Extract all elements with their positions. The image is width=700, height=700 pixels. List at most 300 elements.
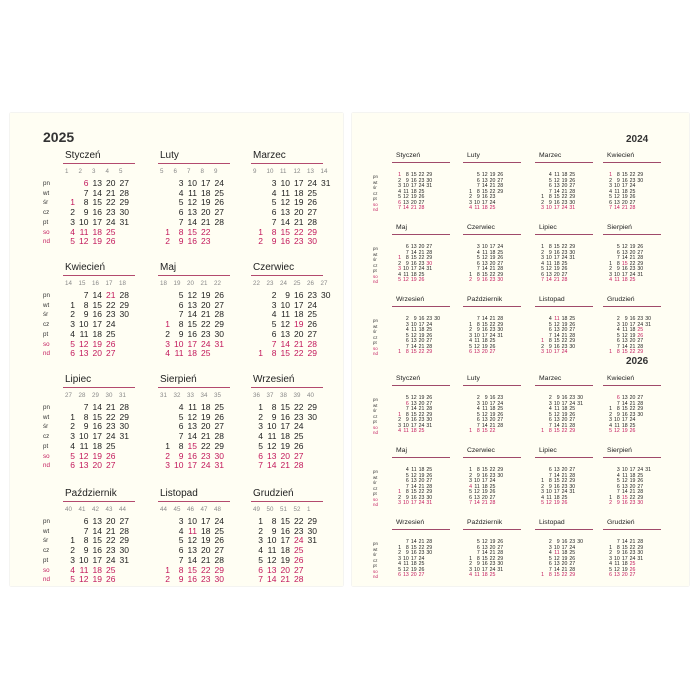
- day-number: 8: [548, 194, 552, 201]
- week-number: 12: [293, 168, 301, 175]
- day-number: 1: [398, 172, 401, 178]
- day-number: 24: [561, 489, 568, 496]
- day-number: 12: [553, 555, 560, 562]
- day-number: 7: [398, 205, 401, 212]
- day-number: 4: [609, 277, 612, 284]
- day-number: 10: [546, 205, 552, 212]
- day-label: pt: [43, 442, 49, 450]
- day-number: 18: [294, 309, 304, 320]
- day-number: 24: [418, 500, 425, 507]
- week-number: 32: [173, 392, 181, 399]
- day-number: 14: [410, 343, 417, 350]
- day-number: 19: [201, 411, 211, 422]
- day-number: 28: [426, 406, 433, 413]
- day-number: 29: [119, 197, 129, 208]
- month-rule: [158, 387, 230, 388]
- day-number: 31: [569, 205, 576, 212]
- day-label: cz: [373, 190, 378, 196]
- day-number: 11: [614, 422, 620, 429]
- day-number: 1: [541, 244, 544, 250]
- month-name: Luty: [467, 152, 480, 159]
- day-number: 15: [92, 299, 102, 310]
- day-number: 11: [411, 327, 417, 334]
- day-number: 29: [426, 544, 433, 551]
- day-number: 20: [489, 177, 496, 184]
- day-number: 30: [497, 277, 504, 284]
- day-number: 8: [616, 172, 620, 178]
- day-number: 25: [201, 348, 211, 359]
- day-number: 2: [469, 194, 472, 201]
- day-number: 28: [637, 489, 644, 496]
- month-name: Lipiec: [65, 374, 92, 385]
- day-number: 25: [106, 226, 116, 237]
- day-number: 18: [410, 188, 417, 195]
- day-number: 3: [178, 178, 184, 188]
- day-number: 29: [569, 244, 576, 250]
- day-number: 20: [629, 249, 636, 256]
- day-number: 1: [609, 494, 612, 501]
- day-number: 13: [403, 199, 409, 206]
- day-number: 17: [621, 417, 628, 424]
- day-number: 29: [119, 299, 129, 310]
- day-number: 25: [637, 327, 644, 334]
- day-number: 15: [553, 338, 560, 345]
- day-number: 13: [280, 328, 290, 339]
- day-number: 19: [629, 478, 636, 485]
- day-number: 5: [476, 255, 480, 262]
- day-number: 24: [418, 422, 425, 429]
- day-number: 14: [267, 460, 277, 471]
- day-number: 23: [489, 194, 496, 201]
- day-number: 24: [569, 400, 576, 407]
- day-number: 22: [201, 226, 211, 237]
- day-number: 5: [476, 539, 480, 545]
- day-number: 5: [609, 428, 612, 435]
- day-number: 12: [481, 255, 488, 262]
- day-number: 16: [92, 207, 102, 218]
- week-number: 41: [78, 506, 86, 513]
- day-number: 4: [469, 338, 472, 345]
- day-number: 7: [405, 406, 409, 413]
- day-number: 7: [609, 205, 612, 212]
- day-number: 29: [569, 428, 576, 435]
- day-number: 6: [405, 478, 409, 485]
- day-number: 29: [426, 255, 433, 262]
- week-number: 8: [200, 168, 204, 175]
- day-label: śr: [43, 199, 49, 207]
- day-number: 10: [79, 319, 89, 330]
- day-number: 15: [187, 564, 197, 575]
- day-number: 15: [553, 478, 560, 485]
- day-number: 10: [280, 299, 290, 310]
- day-number: 22: [489, 428, 496, 435]
- day-label: so: [373, 568, 378, 574]
- day-number: 16: [410, 177, 417, 184]
- day-number: 21: [561, 332, 568, 339]
- day-number: 28: [214, 216, 224, 227]
- day-number: 7: [616, 400, 620, 407]
- day-number: 15: [553, 572, 560, 579]
- day-number: 31: [497, 332, 504, 339]
- day-number: 7: [83, 187, 89, 198]
- day-number: 13: [187, 421, 197, 432]
- day-number: 17: [294, 178, 304, 188]
- day-number: 7: [271, 216, 277, 227]
- day-label: wt: [373, 323, 378, 329]
- week-number: 17: [105, 280, 113, 287]
- day-number: 16: [418, 316, 425, 322]
- day-number: 31: [426, 422, 433, 429]
- day-number: 23: [629, 411, 636, 418]
- day-number: 26: [629, 428, 636, 435]
- day-number: 20: [561, 183, 568, 190]
- day-number: 24: [294, 421, 304, 432]
- day-number: 7: [548, 332, 552, 339]
- day-number: 6: [609, 199, 612, 206]
- day-number: 25: [214, 187, 224, 198]
- day-number: 15: [280, 516, 290, 526]
- month-name: Czerwiec: [253, 262, 295, 273]
- day-number: 23: [307, 290, 317, 300]
- day-number: 5: [398, 566, 401, 573]
- day-number: 15: [410, 544, 417, 551]
- day-number: 12: [403, 277, 409, 284]
- day-number: 24: [418, 266, 425, 273]
- day-label: cz: [373, 413, 378, 419]
- day-number: 13: [614, 572, 620, 579]
- day-number: 17: [92, 554, 102, 565]
- day-number: 2: [541, 483, 544, 490]
- month-rule: [535, 306, 593, 307]
- day-number: 22: [561, 244, 568, 250]
- day-number: 2: [258, 525, 263, 536]
- day-number: 20: [481, 349, 488, 356]
- day-number: 4: [548, 172, 552, 178]
- day-number: 26: [637, 332, 644, 339]
- day-number: 10: [174, 460, 184, 471]
- day-number: 6: [541, 271, 544, 278]
- day-number: 26: [106, 338, 116, 349]
- day-number: 18: [621, 188, 628, 195]
- day-label: wt: [373, 474, 378, 480]
- day-number: 31: [569, 489, 576, 496]
- day-number: 20: [629, 338, 636, 345]
- day-number: 4: [165, 348, 170, 359]
- day-number: 21: [561, 422, 568, 429]
- week-number: 9: [253, 168, 257, 175]
- day-number: 24: [629, 555, 636, 562]
- day-number: 8: [405, 172, 409, 178]
- day-number: 22: [629, 349, 636, 356]
- day-number: 28: [426, 249, 433, 256]
- day-number: 12: [410, 472, 417, 479]
- day-number: 2: [405, 316, 409, 322]
- day-number: 20: [629, 395, 636, 401]
- month-name: Wrzesień: [253, 374, 295, 385]
- day-number: 13: [553, 467, 560, 473]
- day-number: 25: [489, 572, 496, 579]
- month-rule: [603, 529, 661, 530]
- day-number: 26: [629, 194, 636, 201]
- day-number: 8: [548, 572, 552, 579]
- day-number: 21: [418, 406, 425, 413]
- day-label: śr: [43, 311, 49, 319]
- day-number: 13: [92, 516, 102, 526]
- day-number: 16: [294, 290, 304, 300]
- day-number: 30: [569, 249, 576, 256]
- day-number: 24: [106, 554, 116, 565]
- day-number: 16: [280, 411, 290, 422]
- day-number: 6: [83, 178, 89, 188]
- day-number: 13: [553, 327, 560, 334]
- day-number: 11: [482, 249, 488, 256]
- day-number: 25: [214, 525, 224, 536]
- week-number: 39: [293, 392, 301, 399]
- day-label: pt: [373, 340, 377, 346]
- day-number: 30: [637, 411, 644, 418]
- day-number: 14: [187, 431, 197, 442]
- day-number: 31: [307, 535, 317, 546]
- week-number: 5: [119, 168, 123, 175]
- day-number: 10: [614, 417, 620, 424]
- week-number: 27: [320, 280, 328, 287]
- day-number: 17: [489, 400, 496, 407]
- day-number: 24: [561, 255, 568, 262]
- day-number: 4: [398, 428, 401, 435]
- day-number: 20: [106, 178, 116, 188]
- day-number: 26: [418, 194, 425, 201]
- week-number: 20: [187, 280, 194, 287]
- day-number: 15: [410, 489, 417, 496]
- day-number: 30: [214, 328, 224, 339]
- day-number: 19: [621, 194, 628, 201]
- day-number: 1: [469, 428, 472, 435]
- day-number: 18: [410, 561, 417, 568]
- day-number: 12: [481, 539, 488, 545]
- week-number: 19: [173, 280, 181, 287]
- day-number: 21: [294, 338, 304, 349]
- day-number: 22: [489, 271, 496, 278]
- day-number: 9: [405, 550, 409, 557]
- day-number: 30: [426, 417, 433, 424]
- day-number: 7: [616, 255, 620, 262]
- day-number: 19: [629, 332, 636, 339]
- day-number: 5: [178, 197, 184, 208]
- week-number: 33: [187, 392, 194, 399]
- day-number: 7: [405, 483, 409, 490]
- week-number: 26: [307, 280, 314, 287]
- day-number: 8: [405, 544, 409, 551]
- day-number: 3: [271, 178, 277, 188]
- day-number: 13: [621, 249, 628, 256]
- day-number: 16: [621, 177, 628, 184]
- day-number: 11: [554, 172, 560, 178]
- day-number: 27: [629, 572, 636, 579]
- day-number: 5: [258, 554, 263, 565]
- day-number: 19: [410, 566, 417, 573]
- day-number: 12: [79, 236, 89, 247]
- day-number: 25: [569, 406, 576, 413]
- day-number: 10: [546, 489, 552, 496]
- day-label: cz: [43, 547, 50, 555]
- day-number: 29: [497, 555, 504, 562]
- day-number: 31: [426, 266, 433, 273]
- day-number: 17: [553, 489, 560, 496]
- day-number: 21: [280, 574, 290, 585]
- day-number: 23: [489, 327, 496, 334]
- day-number: 16: [92, 309, 102, 320]
- day-number: 14: [481, 266, 488, 273]
- day-number: 26: [561, 500, 568, 507]
- day-number: 12: [481, 172, 488, 178]
- day-number: 9: [83, 545, 89, 556]
- day-number: 24: [497, 244, 504, 250]
- day-number: 24: [214, 178, 224, 188]
- day-number: 24: [201, 460, 211, 471]
- day-number: 22: [418, 489, 425, 496]
- day-number: 13: [546, 271, 552, 278]
- day-number: 11: [403, 428, 409, 435]
- day-number: 9: [476, 277, 480, 284]
- day-number: 28: [569, 566, 576, 573]
- day-number: 22: [294, 516, 304, 526]
- day-number: 25: [294, 431, 304, 442]
- day-number: 15: [481, 271, 488, 278]
- month-name: Październik: [467, 519, 503, 526]
- day-number: 15: [187, 226, 197, 237]
- day-number: 27: [569, 417, 576, 424]
- day-number: 18: [629, 327, 636, 334]
- day-number: 12: [280, 319, 290, 330]
- week-number: 21: [200, 280, 208, 287]
- week-number: 43: [105, 506, 113, 513]
- day-number: 13: [410, 244, 417, 250]
- day-number: 12: [79, 574, 89, 585]
- day-number: 22: [489, 321, 496, 328]
- day-number: 3: [616, 321, 620, 328]
- day-number: 4: [548, 550, 552, 557]
- day-number: 24: [561, 205, 568, 212]
- day-number: 6: [405, 338, 409, 345]
- day-number: 1: [398, 411, 401, 418]
- day-number: 18: [489, 249, 496, 256]
- day-number: 9: [616, 500, 620, 507]
- day-number: 11: [554, 406, 560, 413]
- day-number: 30: [214, 574, 224, 585]
- day-label: pn: [43, 518, 50, 525]
- day-number: 14: [621, 489, 628, 496]
- day-number: 13: [553, 561, 560, 568]
- day-number: 6: [178, 545, 184, 556]
- day-number: 29: [307, 516, 317, 526]
- day-number: 2: [469, 277, 472, 284]
- day-number: 27: [214, 421, 224, 432]
- day-number: 7: [83, 525, 89, 536]
- day-number: 18: [280, 545, 290, 556]
- day-number: 27: [497, 260, 504, 267]
- day-number: 23: [629, 500, 636, 507]
- day-label: so: [43, 340, 50, 348]
- day-number: 4: [398, 561, 401, 568]
- day-number: 4: [469, 483, 472, 490]
- day-number: 2: [541, 199, 544, 206]
- month-name: Styczeń: [396, 375, 421, 382]
- day-number: 10: [187, 516, 197, 526]
- day-number: 17: [629, 467, 636, 473]
- day-number: 21: [201, 554, 211, 565]
- day-number: 12: [553, 177, 560, 184]
- day-number: 13: [410, 338, 417, 345]
- day-number: 30: [119, 545, 129, 556]
- day-number: 3: [398, 266, 401, 273]
- day-number: 11: [281, 309, 290, 320]
- day-number: 17: [187, 460, 197, 471]
- day-number: 2: [548, 539, 552, 545]
- day-number: 24: [106, 431, 116, 442]
- day-number: 27: [106, 348, 116, 359]
- day-number: 13: [481, 177, 488, 184]
- day-number: 28: [119, 525, 129, 536]
- day-number: 14: [280, 216, 290, 227]
- day-number: 29: [637, 406, 644, 413]
- day-number: 13: [92, 178, 102, 188]
- day-number: 18: [410, 428, 417, 435]
- day-number: 30: [497, 327, 504, 334]
- day-number: 29: [119, 411, 129, 422]
- day-number: 16: [410, 494, 417, 501]
- day-number: 24: [214, 516, 224, 526]
- day-number: 21: [489, 183, 496, 190]
- day-number: 26: [569, 411, 576, 418]
- day-number: 15: [481, 321, 488, 328]
- day-label: pn: [43, 292, 50, 299]
- day-number: 16: [553, 483, 560, 490]
- day-number: 1: [70, 197, 75, 208]
- day-number: 3: [609, 183, 612, 190]
- month-name: Sierpień: [160, 374, 197, 385]
- day-number: 5: [398, 277, 401, 284]
- week-number: 51: [280, 506, 287, 513]
- month-rule: [392, 162, 450, 163]
- day-number: 9: [178, 236, 184, 247]
- day-number: 3: [609, 417, 612, 424]
- day-number: 4: [616, 327, 620, 334]
- day-number: 17: [621, 183, 628, 190]
- day-label: nd: [373, 351, 378, 357]
- day-number: 6: [70, 348, 75, 359]
- day-number: 12: [403, 194, 409, 201]
- day-number: 17: [553, 205, 560, 212]
- day-number: 18: [418, 327, 425, 334]
- day-number: 25: [629, 561, 636, 568]
- day-number: 11: [482, 406, 488, 413]
- day-number: 15: [280, 402, 290, 412]
- week-number: 23: [266, 280, 274, 287]
- day-number: 20: [561, 561, 568, 568]
- day-number: 20: [561, 417, 568, 424]
- day-number: 7: [83, 290, 89, 300]
- day-number: 7: [476, 550, 480, 557]
- day-number: 21: [294, 216, 304, 227]
- day-number: 15: [187, 319, 197, 330]
- day-number: 28: [569, 422, 576, 429]
- day-number: 25: [489, 338, 496, 345]
- day-label: so: [373, 345, 378, 351]
- day-number: 9: [405, 260, 409, 267]
- day-number: 2: [609, 550, 612, 557]
- day-number: 3: [609, 271, 612, 278]
- day-number: 27: [294, 564, 304, 575]
